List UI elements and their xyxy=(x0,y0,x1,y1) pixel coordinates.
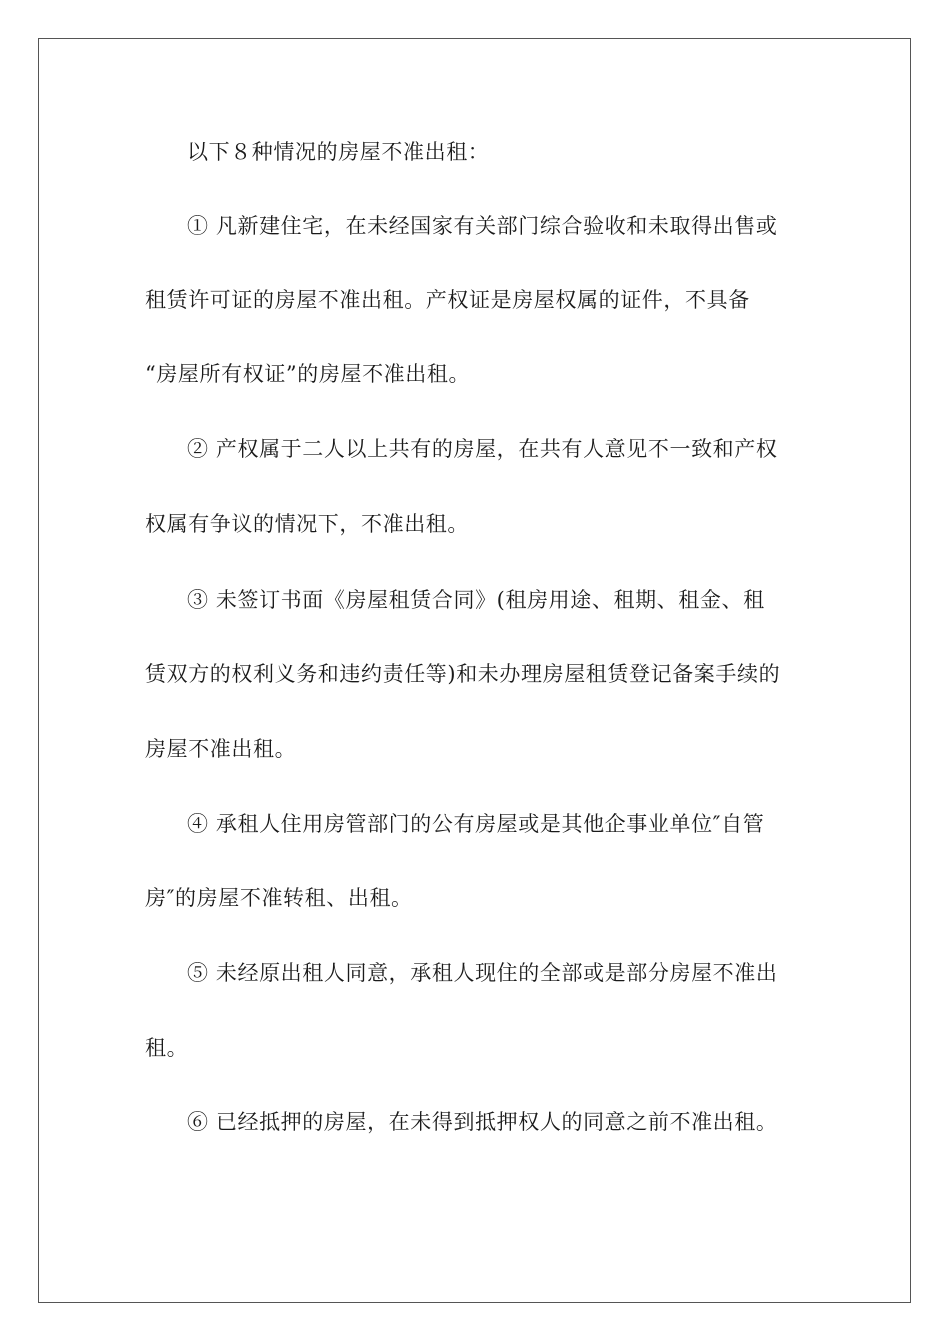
item-4-line-1: ④ 承租人住用房管部门的公有房屋或是其他企事业单位″自管 xyxy=(187,812,765,836)
item-1-line-1: ① 凡新建住宅，在未经国家有关部门综合验收和未取得出售或 xyxy=(187,214,778,238)
item-1-line-2: 租赁许可证的房屋不准出租。产权证是房屋权属的证件，不具备 xyxy=(145,288,750,312)
item-6-line-1: ⑥ 已经抵押的房屋，在未得到抵押权人的同意之前不准出租。 xyxy=(187,1110,778,1134)
item-5-line-1: ⑤ 未经原出租人同意，承租人现住的全部或是部分房屋不准出 xyxy=(187,961,778,985)
item-3-line-2: 赁双方的权利义务和违约责任等)和未办理房屋租赁登记备案手续的 xyxy=(145,662,781,686)
item-5-line-2: 租。 xyxy=(145,1036,189,1060)
item-4-line-2: 房″的房屋不准转租、出租。 xyxy=(145,886,413,910)
intro-line: 以下８种情况的房屋不准出租： xyxy=(187,140,490,164)
item-2-line-2: 权属有争议的情况下，不准出租。 xyxy=(145,512,469,536)
item-2-line-1: ② 产权属于二人以上共有的房屋，在共有人意见不一致和产权 xyxy=(187,437,778,461)
item-1-line-3: “房屋所有权证”的房屋不准出租。 xyxy=(145,362,471,386)
item-3-line-3: 房屋不准出租。 xyxy=(145,737,297,761)
item-3-line-1: ③ 未签订书面《房屋租赁合同》(租房用途、租期、租金、租 xyxy=(187,588,765,612)
